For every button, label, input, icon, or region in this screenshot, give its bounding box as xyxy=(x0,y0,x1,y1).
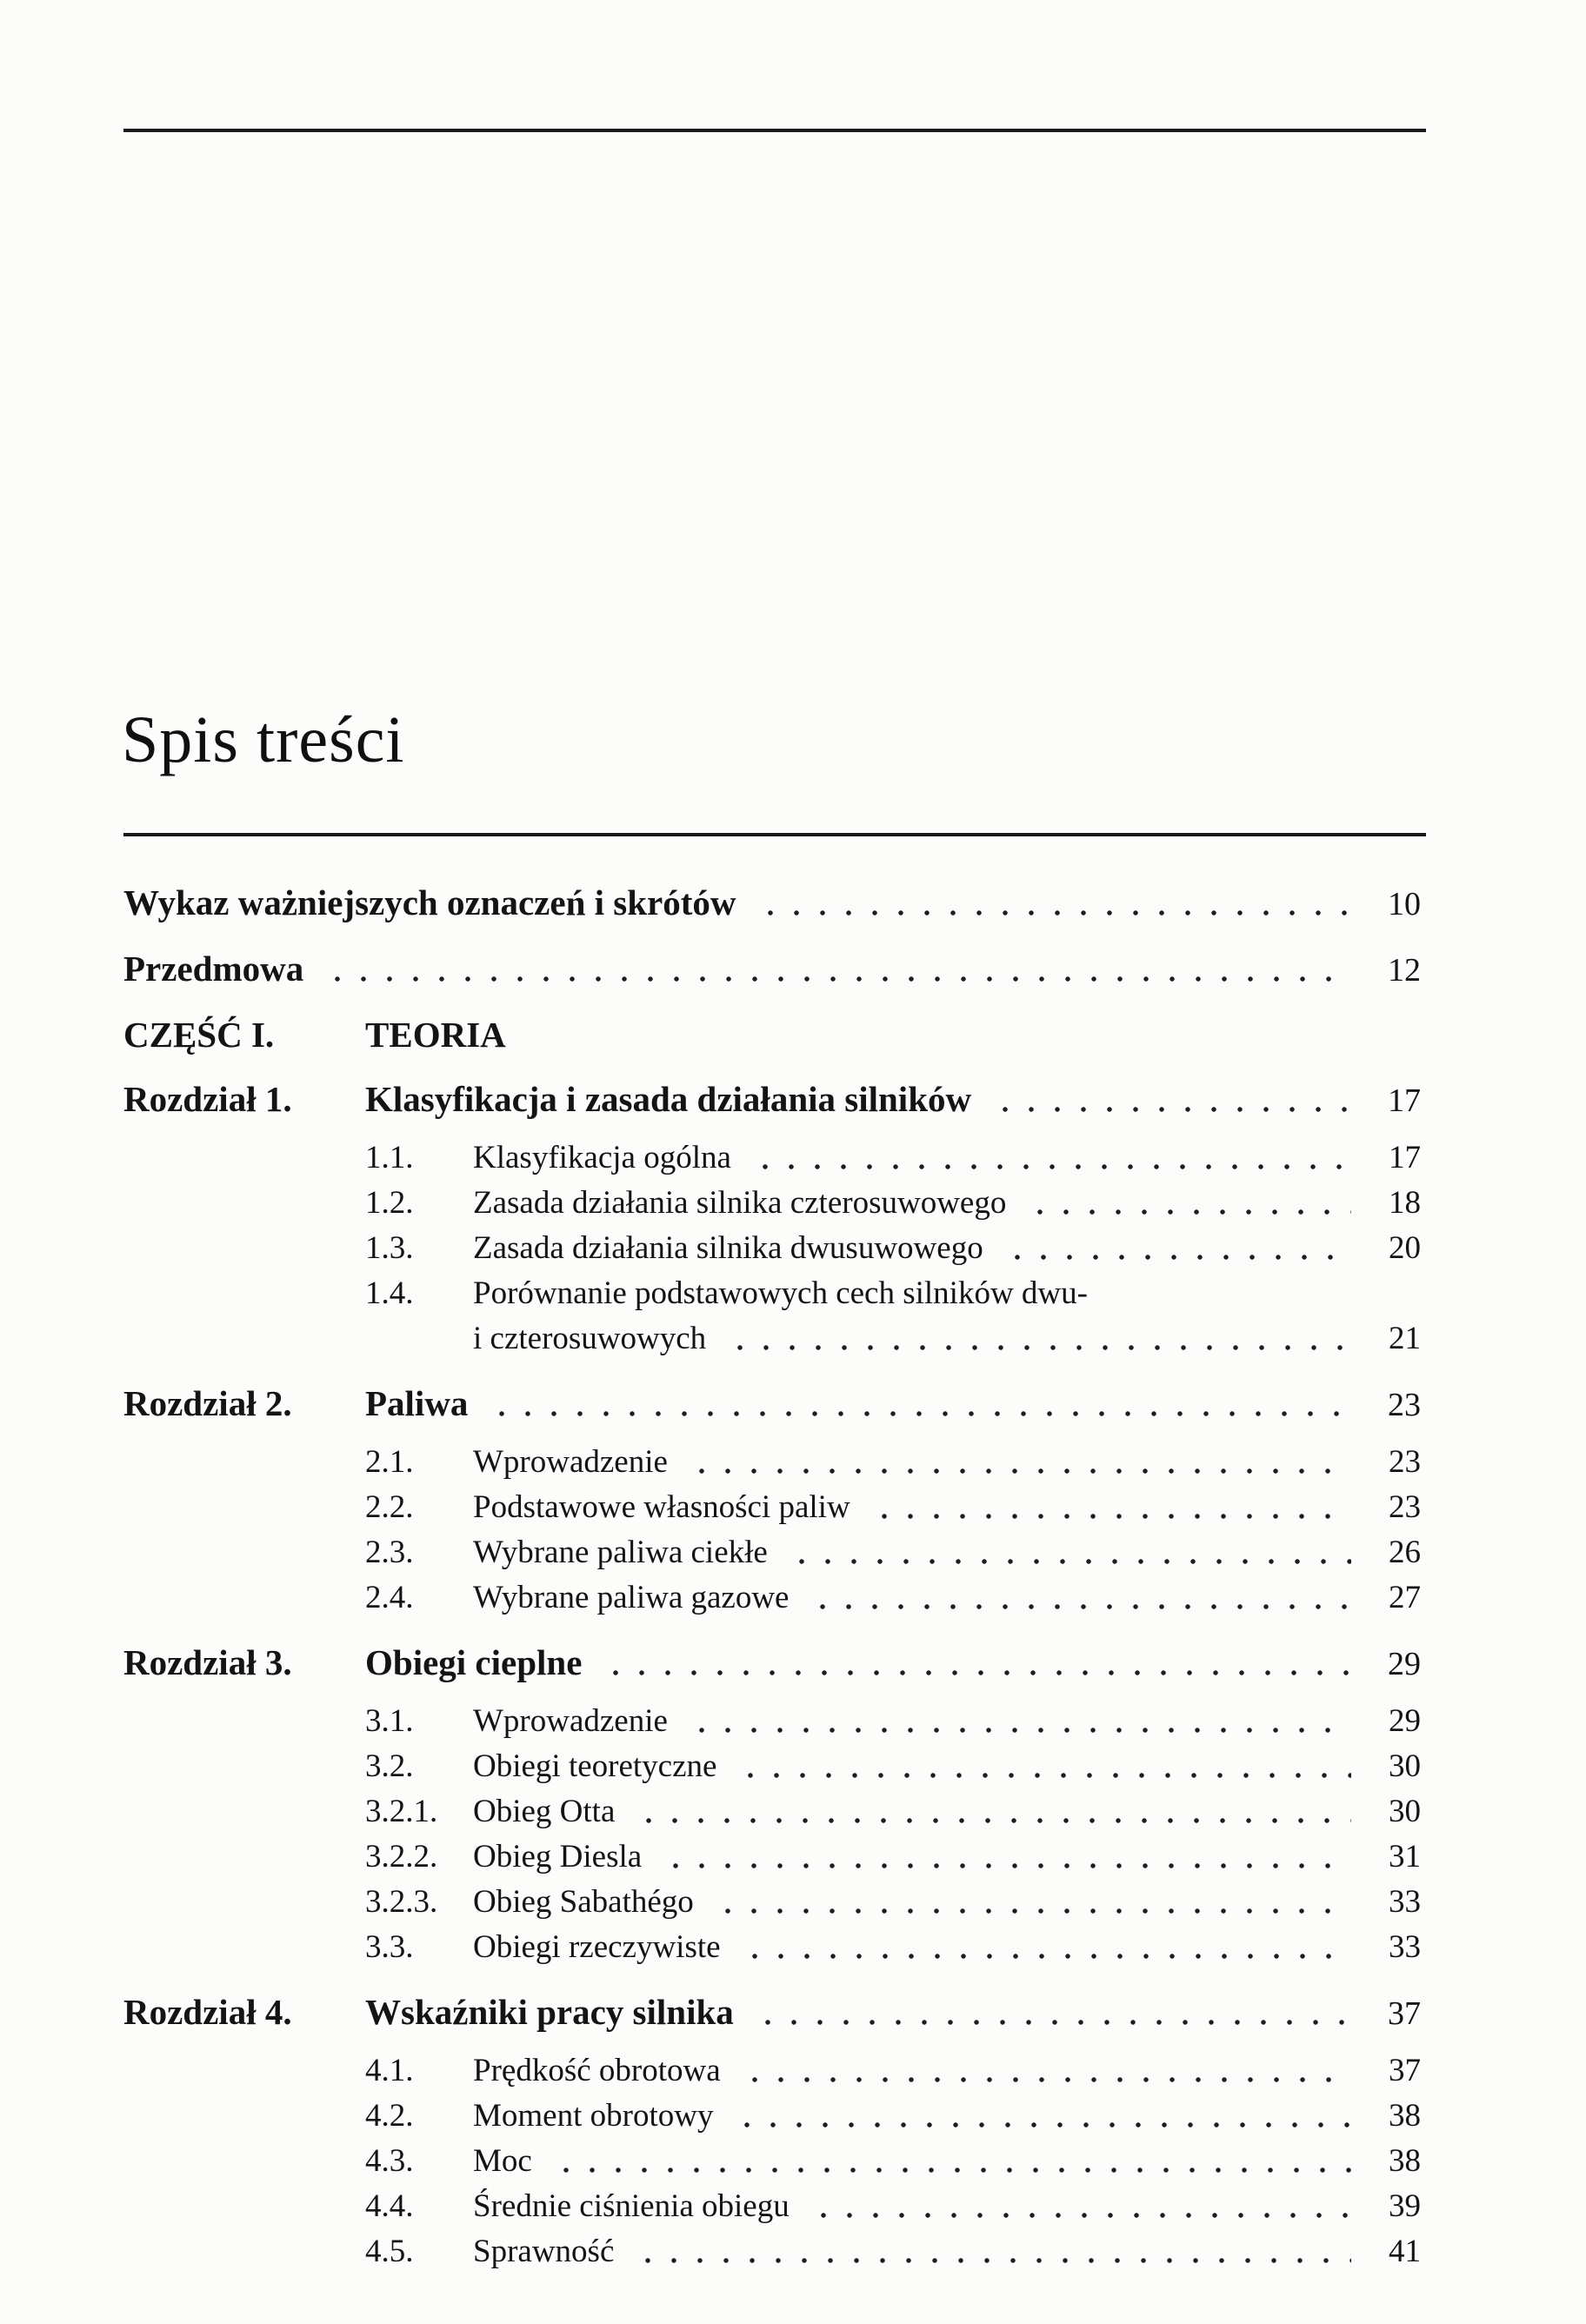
toc-entry-label: Klasyfikacja i zasada działania silników xyxy=(365,1079,972,1119)
toc-entry xyxy=(123,1575,1421,1621)
toc-entry xyxy=(123,1640,1421,1687)
toc-entry-label: Obiegi rzeczywiste xyxy=(473,1929,721,1965)
toc-entry xyxy=(123,2184,1421,2229)
toc-entry-label: Wskaźniki pracy silnika xyxy=(365,1992,734,2032)
toc-entry-page: 23 xyxy=(1388,1387,1421,1423)
toc-entry-page: 33 xyxy=(1389,1929,1421,1965)
toc-entry-number: 4.5. xyxy=(365,2234,414,2269)
toc-entry-label: Wybrane paliwa ciekłe xyxy=(473,1535,768,1570)
dot-leader xyxy=(736,2048,1351,2094)
toc-entry-number: 3.3. xyxy=(365,1929,414,1965)
top-rule xyxy=(123,129,1426,132)
dot-leader xyxy=(722,1316,1351,1362)
toc-entry-number: 3.2.3. xyxy=(365,1884,438,1920)
toc-entry-number: 1.3. xyxy=(365,1230,414,1266)
toc-entry-label: Podstawowe własności paliw xyxy=(473,1489,850,1525)
toc-entry-page: 33 xyxy=(1389,1884,1421,1920)
toc-entry-number: Rozdział 3. xyxy=(123,1642,292,1682)
table-of-contents xyxy=(123,880,1421,2274)
toc-entry-page: 26 xyxy=(1389,1535,1421,1570)
dot-leader xyxy=(783,1530,1351,1575)
toc-entry-page: 41 xyxy=(1389,2234,1421,2269)
toc-entry-number: 3.2.1. xyxy=(365,1794,438,1829)
dot-leader xyxy=(548,2139,1351,2184)
toc-entry-label: Wykaz ważniejszych oznaczeń i skrótów xyxy=(123,882,736,922)
toc-entry xyxy=(123,2229,1421,2274)
toc-entry xyxy=(123,1925,1421,1970)
toc-entry-number: 4.2. xyxy=(365,2098,414,2134)
toc-entry xyxy=(123,2139,1421,2184)
dot-leader xyxy=(999,1226,1351,1271)
toc-entry xyxy=(123,1485,1421,1530)
toc-entry-number: Rozdział 4. xyxy=(123,1992,292,2032)
toc-entry xyxy=(123,1530,1421,1575)
toc-entry-label: Wprowadzenie xyxy=(473,1444,668,1480)
toc-entry xyxy=(123,1316,1421,1362)
dot-leader xyxy=(630,2229,1351,2274)
dot-leader xyxy=(750,1989,1351,2036)
toc-entry-label: Prędkość obrotowa xyxy=(473,2053,721,2088)
toc-entry-label: Obiegi teoretyczne xyxy=(473,1748,717,1784)
toc-entry-label: Moment obrotowy xyxy=(473,2098,714,2134)
toc-entry-page: 31 xyxy=(1389,1839,1421,1875)
page-title: Spis treści xyxy=(122,703,405,776)
toc-entry-label: Klasyfikacja ogólna xyxy=(473,1140,731,1175)
toc-entry xyxy=(123,2048,1421,2094)
toc-entry-number: Rozdział 2. xyxy=(123,1383,292,1423)
toc-entry-page: 29 xyxy=(1388,1646,1421,1682)
dot-leader xyxy=(710,1880,1351,1925)
dot-leader xyxy=(752,880,1352,927)
toc-entry-page: 37 xyxy=(1388,1995,1421,2032)
toc-entry-page: 17 xyxy=(1388,1082,1421,1119)
toc-entry-page: 17 xyxy=(1389,1140,1421,1175)
toc-entry-label: Obiegi cieplne xyxy=(365,1642,583,1682)
dot-leader xyxy=(736,1925,1351,1970)
toc-entry-number: 4.1. xyxy=(365,2053,414,2088)
toc-entry-label: Wprowadzenie xyxy=(473,1703,668,1739)
toc-entry-page: 18 xyxy=(1389,1185,1421,1221)
dot-leader xyxy=(630,1789,1351,1835)
toc-entry-label: Średnie ciśnienia obiegu xyxy=(473,2188,790,2224)
toc-entry-page: 12 xyxy=(1388,952,1421,989)
toc-entry-page: 30 xyxy=(1389,1748,1421,1784)
toc-entry-label: Moc xyxy=(473,2143,532,2179)
toc-entry-page: 30 xyxy=(1389,1794,1421,1829)
dot-leader xyxy=(597,1640,1351,1687)
toc-entry-label: Paliwa xyxy=(365,1383,469,1423)
toc-entry xyxy=(123,1744,1421,1789)
toc-entry-number: Rozdział 1. xyxy=(123,1079,292,1119)
toc-entry-label: Zasada działania silnika dwusuwowego xyxy=(473,1230,983,1266)
toc-entry-number: 1.4. xyxy=(365,1275,414,1311)
toc-entry-number: 2.2. xyxy=(365,1489,414,1525)
toc-entry-label: Wybrane paliwa gazowe xyxy=(473,1580,790,1615)
toc-entry-label: Zasada działania silnika czterosuwowego xyxy=(473,1185,1007,1221)
toc-entry-label: Obieg Otta xyxy=(473,1794,616,1829)
toc-entry-number: 1.1. xyxy=(365,1140,414,1175)
dot-leader xyxy=(804,1575,1351,1621)
toc-entry xyxy=(123,1789,1421,1835)
dot-leader xyxy=(747,1135,1351,1181)
toc-entry-number: 3.2.2. xyxy=(365,1839,438,1875)
toc-entry-number: 1.2. xyxy=(365,1185,414,1221)
toc-entry xyxy=(123,1699,1421,1744)
toc-entry-label: Przedmowa xyxy=(123,949,304,989)
toc-entry xyxy=(123,1835,1421,1880)
toc-entry-number: 2.4. xyxy=(365,1580,414,1615)
toc-entry-page: 37 xyxy=(1389,2053,1421,2088)
toc-entry xyxy=(123,1012,1421,1057)
toc-entry xyxy=(123,1880,1421,1925)
toc-entry xyxy=(123,1076,1421,1123)
title-rule xyxy=(123,833,1426,836)
toc-entry-number: 3.1. xyxy=(365,1703,414,1739)
toc-entry-label: Porównanie podstawowych cech silników dwu- xyxy=(473,1275,1088,1311)
toc-entry xyxy=(123,1226,1421,1271)
toc-entry-page: 23 xyxy=(1389,1444,1421,1480)
toc-entry-page: 20 xyxy=(1389,1230,1421,1266)
dot-leader xyxy=(483,1381,1351,1428)
dot-leader xyxy=(729,2094,1351,2139)
toc-entry-page: 38 xyxy=(1389,2143,1421,2179)
toc-entry-label: Sprawność xyxy=(473,2234,615,2269)
toc-entry-number: 2.1. xyxy=(365,1444,414,1480)
toc-entry xyxy=(123,1440,1421,1485)
toc-entry xyxy=(123,880,1421,927)
toc-entry-number: 4.4. xyxy=(365,2188,414,2224)
toc-entry-page: 27 xyxy=(1389,1580,1421,1615)
toc-entry xyxy=(123,1181,1421,1226)
dot-leader xyxy=(683,1699,1351,1744)
toc-entry-page: 10 xyxy=(1388,886,1421,922)
toc-entry-page: 39 xyxy=(1389,2188,1421,2224)
toc-entry-label: TEORIA xyxy=(365,1015,506,1055)
dot-leader xyxy=(657,1835,1351,1880)
dot-leader xyxy=(805,2184,1351,2229)
toc-entry-label: Obieg Sabathégo xyxy=(473,1884,694,1920)
dot-leader xyxy=(987,1076,1351,1123)
dot-leader xyxy=(683,1440,1351,1485)
toc-entry-number: 4.3. xyxy=(365,2143,414,2179)
toc-entry-page: 38 xyxy=(1389,2098,1421,2134)
toc-entry xyxy=(123,1381,1421,1428)
toc-entry-label: Obieg Diesla xyxy=(473,1839,643,1875)
toc-entry xyxy=(123,1989,1421,2036)
toc-entry xyxy=(123,946,1421,993)
dot-leader xyxy=(1022,1181,1351,1226)
toc-entry-number: 3.2. xyxy=(365,1748,414,1784)
toc-entry xyxy=(123,2094,1421,2139)
toc-entry-label: i czterosuwowych xyxy=(473,1321,707,1356)
toc-entry xyxy=(123,1135,1421,1181)
toc-entry-page: 21 xyxy=(1389,1321,1421,1356)
dot-leader xyxy=(732,1744,1351,1789)
toc-entry xyxy=(123,1271,1421,1316)
dot-leader xyxy=(319,946,1351,993)
toc-entry-number: CZĘŚĆ I. xyxy=(123,1015,275,1055)
toc-entry-number: 2.3. xyxy=(365,1535,414,1570)
toc-entry-page: 29 xyxy=(1389,1703,1421,1739)
toc-entry-page: 23 xyxy=(1389,1489,1421,1525)
dot-leader xyxy=(866,1485,1351,1530)
